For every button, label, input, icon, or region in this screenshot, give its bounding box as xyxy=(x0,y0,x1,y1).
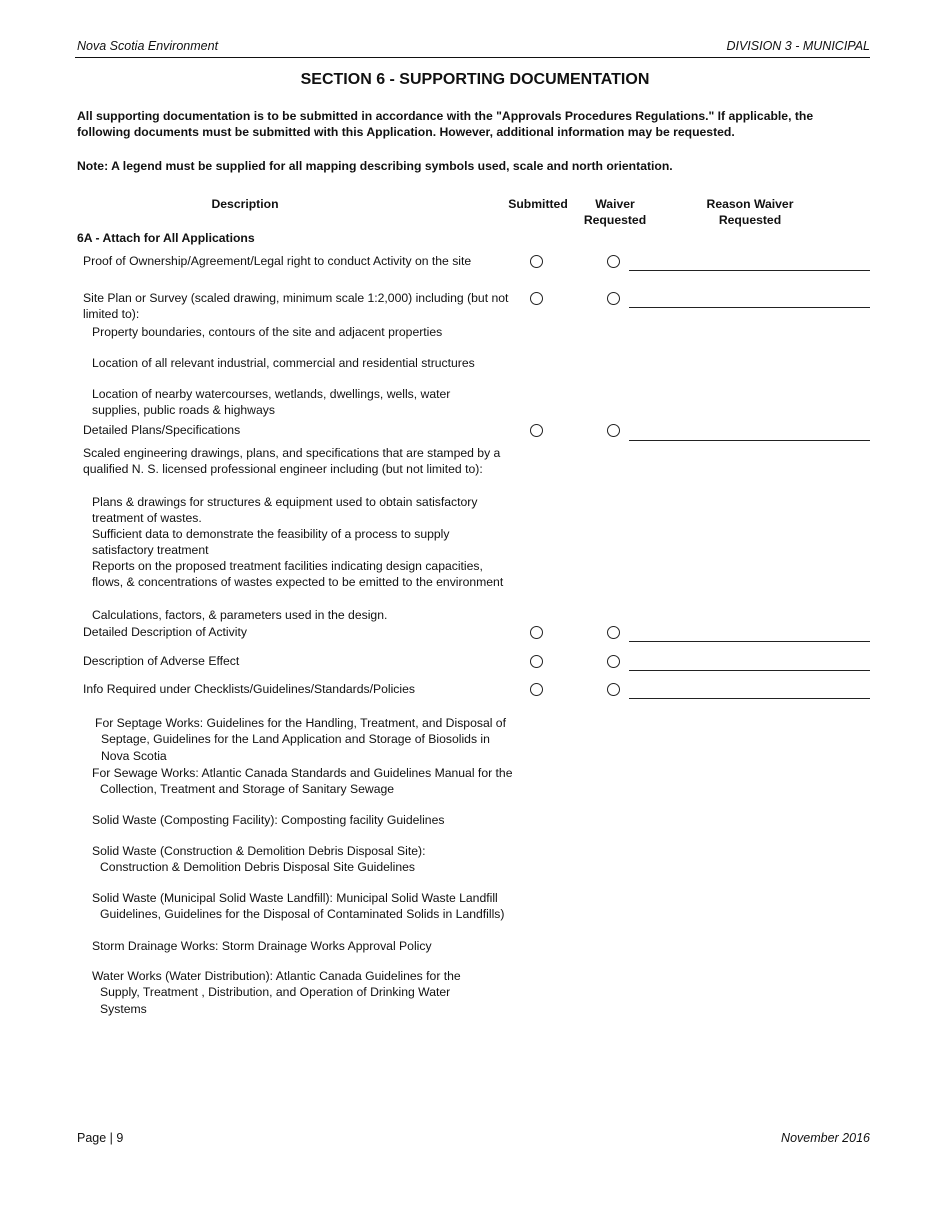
guideline-storm-drainage: Storm Drainage Works: Storm Drainage Works Approval Policy xyxy=(92,939,432,953)
guideline-construction-debris: Solid Waste (Construction & Demolition Debris Disposal Site): Construction & Demolition Debris Disposal Site Guidelines xyxy=(92,844,426,875)
intro-paragraph: All supporting documentation is to be submitted in accordance with the "Approvals Procedures Regulations." If applicable, the following documents must be submitted with this Application. However, additional information may be requested. xyxy=(77,109,814,139)
guideline-septage: For Septage Works: Guidelines for the Handling, Treatment, and Disposal of Septage, Guidelines for the Land Application and Storage of Biosolids in Nova Scotia xyxy=(95,716,506,763)
waiver-radio[interactable] xyxy=(607,655,620,668)
item-watercourses: Location of nearby watercourses, wetlands, dwellings, wells, water supplies, public roads & highways xyxy=(92,387,451,418)
item-detailed-plans: Detailed Plans/Specifications xyxy=(83,423,241,437)
item-reports: Reports on the proposed treatment facilities indicating design capacities, flows, & concentrations of wastes expected to be emitted to the environment xyxy=(92,559,504,590)
reason-waiver-field[interactable] xyxy=(629,641,870,642)
waiver-radio[interactable] xyxy=(607,292,620,305)
reason-waiver-field[interactable] xyxy=(629,440,870,441)
column-header-reason: Reason Waiver Requested xyxy=(706,197,794,227)
item-structures: Location of all relevant industrial, commercial and residential structures xyxy=(92,356,475,370)
header-left: Nova Scotia Environment xyxy=(77,39,219,53)
submitted-radio[interactable] xyxy=(530,424,543,437)
item-info-required: Info Required under Checklists/Guidelines/Standards/Policies xyxy=(83,682,415,696)
column-header-description: Description xyxy=(211,197,279,211)
guideline-landfill: Solid Waste (Municipal Solid Waste Landfill): Municipal Solid Waste Landfill Guidelines, Guidelines for the Disposal of Contaminated Solids in Landfills) xyxy=(92,891,505,922)
waiver-radio[interactable] xyxy=(607,255,620,268)
page-title: SECTION 6 - SUPPORTING DOCUMENTATION xyxy=(300,71,650,88)
reason-waiver-field[interactable] xyxy=(629,670,870,671)
waiver-radio[interactable] xyxy=(607,626,620,639)
waiver-radio[interactable] xyxy=(607,683,620,696)
guideline-composting: Solid Waste (Composting Facility): Composting facility Guidelines xyxy=(92,813,445,827)
submitted-radio[interactable] xyxy=(530,255,543,268)
submitted-radio[interactable] xyxy=(530,626,543,639)
reason-waiver-field[interactable] xyxy=(629,698,870,699)
item-plans-drawings: Plans & drawings for structures & equipment used to obtain satisfactory treatment of wastes. xyxy=(92,495,478,526)
footer-date: November 2016 xyxy=(781,1131,870,1145)
submitted-radio[interactable] xyxy=(530,292,543,305)
subsection-title: 6A - Attach for All Applications xyxy=(77,231,255,245)
item-calculations: Calculations, factors, & parameters used in the design. xyxy=(92,608,388,622)
header-divider xyxy=(75,57,870,58)
guideline-sewage: For Sewage Works: Atlantic Canada Standards and Guidelines Manual for the Collection, Treatment and Storage of Sanitary Sewage xyxy=(92,766,513,797)
submitted-radio[interactable] xyxy=(530,655,543,668)
item-proof-of-ownership: Proof of Ownership/Agreement/Legal right to conduct Activity on the site xyxy=(83,254,472,268)
item-site-plan: Site Plan or Survey (scaled drawing, minimum scale 1:2,000) including (but not limited to): xyxy=(83,291,509,322)
page-number: Page | 9 xyxy=(77,1131,124,1145)
item-sufficient-data: Sufficient data to demonstrate the feasibility of a process to supply satisfactory treatment xyxy=(92,527,450,558)
item-adverse-effect: Description of Adverse Effect xyxy=(83,654,240,668)
submitted-radio[interactable] xyxy=(530,683,543,696)
reason-waiver-field[interactable] xyxy=(629,270,870,271)
intro-note: Note: A legend must be supplied for all mapping describing symbols used, scale and north orientation. xyxy=(77,159,673,173)
item-engineering-drawings: Scaled engineering drawings, plans, and specifications that are stamped by a qualified N. S. licensed professional engineer including (but not limited to): xyxy=(83,446,501,477)
item-property-boundaries: Property boundaries, contours of the site and adjacent properties xyxy=(92,325,443,339)
guideline-water-works: Water Works (Water Distribution): Atlantic Canada Guidelines for the Supply, Treatment , Distribution, and Operation of Drinking Water Systems xyxy=(92,969,461,1016)
column-header-waiver: Waiver Requested xyxy=(583,197,647,227)
waiver-radio[interactable] xyxy=(607,424,620,437)
header-right: DIVISION 3 - MUNICIPAL xyxy=(726,39,870,53)
item-description-of-activity: Detailed Description of Activity xyxy=(83,625,247,639)
column-header-submitted: Submitted xyxy=(508,197,568,211)
reason-waiver-field[interactable] xyxy=(629,307,870,308)
